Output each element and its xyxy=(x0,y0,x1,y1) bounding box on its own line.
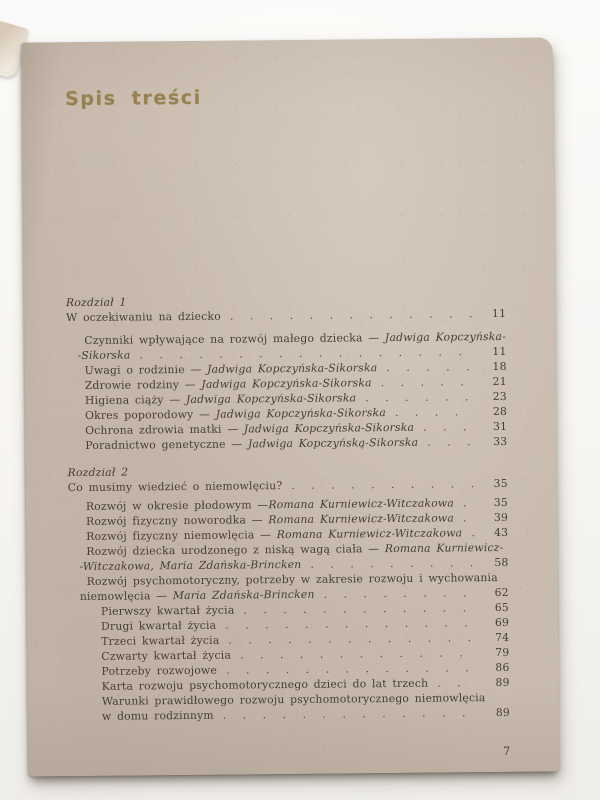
toc-entry-text: Co musimy wiedzieć o niemowlęciu? xyxy=(67,479,283,495)
toc-entry-text: Poradnictwo genetyczne — Jadwiga Kopczyńską-Sikorska xyxy=(85,435,419,452)
toc-page-number: 86 xyxy=(495,660,510,675)
toc-page-number: 39 xyxy=(493,510,509,525)
toc-page-number: 18 xyxy=(492,359,507,374)
toc-page-number: 62 xyxy=(494,585,509,600)
toc-row xyxy=(70,705,510,724)
toc-entry-text: Zdrowie rodziny — Jadwiga Kopczyńska-Sikorska xyxy=(84,376,372,392)
toc-entry-text: Okres poporodowy — Jadwiga Kopczyńska-Sikorska xyxy=(85,406,387,422)
dot-leader xyxy=(310,555,474,572)
toc-page-number: 58 xyxy=(494,555,509,570)
toc-entry-text: Rozdział 1 xyxy=(65,295,127,310)
toc-entry-text: w domu rodzinnym xyxy=(101,708,214,723)
toc-entry-text: Rozwój dziecka urodzonego z niską wagą ciała — Romana Kurniewicz- xyxy=(86,540,504,558)
dot-leader xyxy=(437,675,476,690)
toc-page-number: 35 xyxy=(493,476,508,491)
toc-entry-text: Trzeci kwartał życia xyxy=(101,633,220,648)
toc-entry-text: -Witczakowa, Maria Zdańska-Brincken xyxy=(79,557,302,574)
toc-page-number: 11 xyxy=(492,344,507,359)
toc-entry-text: Czynniki wpływające na rozwój małego dziecka — Jadwiga Kopczyńska- xyxy=(84,329,507,347)
dot-leader xyxy=(324,585,475,601)
dot-leader xyxy=(386,359,472,375)
toc-page-number: 74 xyxy=(495,630,510,645)
toc-entry-text: Rozwój fizyczny noworodka — Romana Kurniewicz-Witczakowa xyxy=(86,511,455,528)
toc-entry-text: Rozwój fizyczny niemowlęcia — Romana Kurniewicz-Witczakowa xyxy=(86,526,463,543)
toc-entry-text: Higiena ciąży — Jadwiga Kopczyńska-Sikorska xyxy=(84,391,357,407)
toc-row xyxy=(68,476,508,495)
dot-leader xyxy=(423,419,473,434)
toc-entry-text: Drugi kwartał życia xyxy=(101,618,217,633)
toc-page-number: 69 xyxy=(494,615,510,630)
toc-entry-text: Rozdział 2 xyxy=(67,465,129,480)
toc-entry-text: W oczekiwaniu na dziecko xyxy=(66,309,221,325)
toc-entry-text: Ochrona zdrowia matki — Jadwiga Kopczyńska-Sikorska xyxy=(85,420,415,437)
toc-row xyxy=(66,306,506,325)
toc-page-number: 23 xyxy=(492,389,507,404)
dot-leader xyxy=(365,389,473,405)
book-page xyxy=(21,37,559,776)
toc-entry-text: -Sikorska xyxy=(77,348,131,363)
toc-page-number: 35 xyxy=(493,495,508,510)
toc-entry-text: Potrzeby rozwojowe xyxy=(101,663,218,678)
toc-entry-text: Karta rozwoju psychomotorycznego dzieci do lat trzech xyxy=(101,676,429,693)
toc-row xyxy=(67,434,507,453)
dot-leader xyxy=(381,374,473,390)
toc-page-number: 65 xyxy=(494,600,509,615)
dot-leader xyxy=(463,510,474,525)
table-of-contents xyxy=(66,291,510,724)
toc-entry-text: niemowlęcia — Maria Zdańska-Brincken xyxy=(79,587,315,604)
folio-page-number: 7 xyxy=(502,743,511,758)
toc-page-number: 79 xyxy=(495,645,510,660)
toc-page-number: 31 xyxy=(492,419,508,434)
toc-page-number: 21 xyxy=(492,374,507,389)
dot-leader xyxy=(463,495,474,510)
dot-leader xyxy=(291,476,474,493)
toc-page-number: 11 xyxy=(491,306,507,321)
page-title: Spis treści xyxy=(64,86,202,111)
toc-entry-text: Uwagi o rodzinie — Jadwiga Kopczyńska-Sikorska xyxy=(84,361,378,377)
toc-page-number: 89 xyxy=(495,675,510,690)
toc-page-number: 28 xyxy=(492,404,508,419)
toc-entry-text: Rozwój psychomotoryczny, potrzeby w zakresie rozwoju i wychowania xyxy=(86,571,498,588)
dot-leader xyxy=(223,705,476,722)
toc-entry-text: Pierwszy kwartał życia xyxy=(100,603,235,618)
toc-page-number: 33 xyxy=(493,434,508,449)
dot-leader xyxy=(230,306,472,323)
toc-page-number: 89 xyxy=(495,705,511,720)
toc-entry-text: Czwarty kwartał życia xyxy=(101,648,232,663)
dot-leader xyxy=(427,434,473,449)
toc-entry-text: Rozwój w okresie płodowym —Romana Kurniewicz-Witczakowa xyxy=(85,496,455,513)
dot-leader xyxy=(471,525,474,540)
dot-leader xyxy=(395,404,473,420)
toc-page-number: 43 xyxy=(494,525,509,540)
toc-entry-text: Warunki prawidłowego rozwoju psychomotorycznego niemowlęcia xyxy=(101,691,486,708)
